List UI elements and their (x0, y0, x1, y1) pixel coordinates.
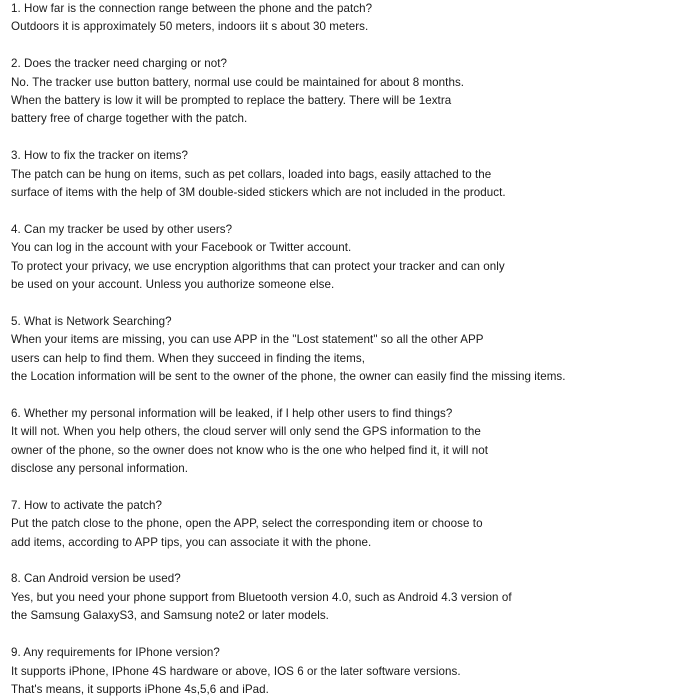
faq-spacer (11, 129, 691, 147)
faq-item-5 (11, 313, 691, 405)
faq-answer-line: To protect your privacy, we use encryption algorithms that can protect your tracker and can only (11, 259, 505, 273)
faq-answer-line: battery free of charge together with the patch. (11, 112, 248, 126)
faq-answer-line: When your items are missing, you can use APP in the "Lost statement" so all the other APP (11, 333, 484, 347)
faq-answer-line: the Samsung GalaxyS3, and Samsung note2 or later models. (11, 609, 329, 623)
faq-spacer (11, 294, 691, 312)
faq-spacer (11, 386, 691, 404)
faq-answer-line: Yes, but you need your phone support from Bluetooth version 4.0, such as Android 4.3 version of (11, 590, 512, 604)
faq-answer-line: add items, according to APP tips, you can associate it with the phone. (11, 535, 372, 549)
faq-question: 1. How far is the connection range between the phone and the patch? (11, 2, 373, 15)
faq-question: 8. Can Android version be used? (11, 572, 181, 586)
faq-answer-line: It will not. When you help others, the cloud server will only send the GPS information to the (11, 425, 481, 439)
faq-question: 7. How to activate the patch? (11, 498, 162, 512)
faq-spacer (11, 478, 691, 496)
faq-answer-line: The patch can be hung on items, such as pet collars, loaded into bags, easily attached to the (11, 167, 492, 181)
faq-item-3 (11, 147, 691, 221)
faq-spacer (11, 552, 691, 570)
faq-answer-line: When the battery is low it will be prompted to replace the battery. There will be 1extra (11, 94, 452, 108)
faq-answer-line: users can help to find them. When they succeed in finding the items, (11, 351, 365, 365)
faq-question: 9. Any requirements for IPhone version? (11, 646, 220, 660)
faq-answer-line: be used on your account. Unless you authorize someone else. (11, 278, 335, 292)
faq-question: 2. Does the tracker need charging or not? (11, 57, 228, 71)
faq-item-2 (11, 55, 691, 147)
faq-item-4 (11, 221, 691, 313)
faq-answer-line: owner of the phone, so the owner does not know who is the one who helped find it, it will not (11, 443, 489, 457)
faq-item-1 (11, 0, 691, 55)
faq-item-6 (11, 405, 691, 497)
faq-answer-line: You can log in the account with your Facebook or Twitter account. (11, 241, 352, 255)
faq-answer-line: No. The tracker use button battery, normal use could be maintained for about 8 months. (11, 75, 465, 89)
faq-question: 6. Whether my personal information will be leaked, if I help other users to find things? (11, 406, 453, 420)
faq-answer-line: Put the patch close to the phone, open the APP, select the corresponding item or choose to (11, 517, 483, 531)
faq-item-9 (11, 644, 691, 699)
faq-spacer (11, 37, 691, 55)
faq-question: 4. Can my tracker be used by other users? (11, 222, 233, 236)
faq-answer-line: surface of items with the help of 3M double-sided stickers which are not included in the product. (11, 186, 506, 200)
faq-question: 3. How to fix the tracker on items? (11, 149, 189, 163)
faq-list (11, 0, 691, 699)
faq-item-8 (11, 570, 691, 644)
faq-answer-line: It supports iPhone, IPhone 4S hardware or above, IOS 6 or the later software versions. (11, 664, 461, 678)
faq-answer-line: disclose any personal information. (11, 462, 188, 476)
faq-answer-line: That's means, it supports iPhone 4s,5,6 and iPad. (11, 682, 269, 696)
faq-answer-line: the Location information will be sent to the owner of the phone, the owner can easily find the missing items. (11, 370, 566, 384)
faq-item-7 (11, 497, 691, 571)
faq-spacer (11, 626, 691, 644)
faq-answer-line: Outdoors it is approximately 50 meters, indoors iit s about 30 meters. (11, 20, 369, 34)
faq-question: 5. What is Network Searching? (11, 314, 172, 328)
faq-spacer (11, 202, 691, 220)
